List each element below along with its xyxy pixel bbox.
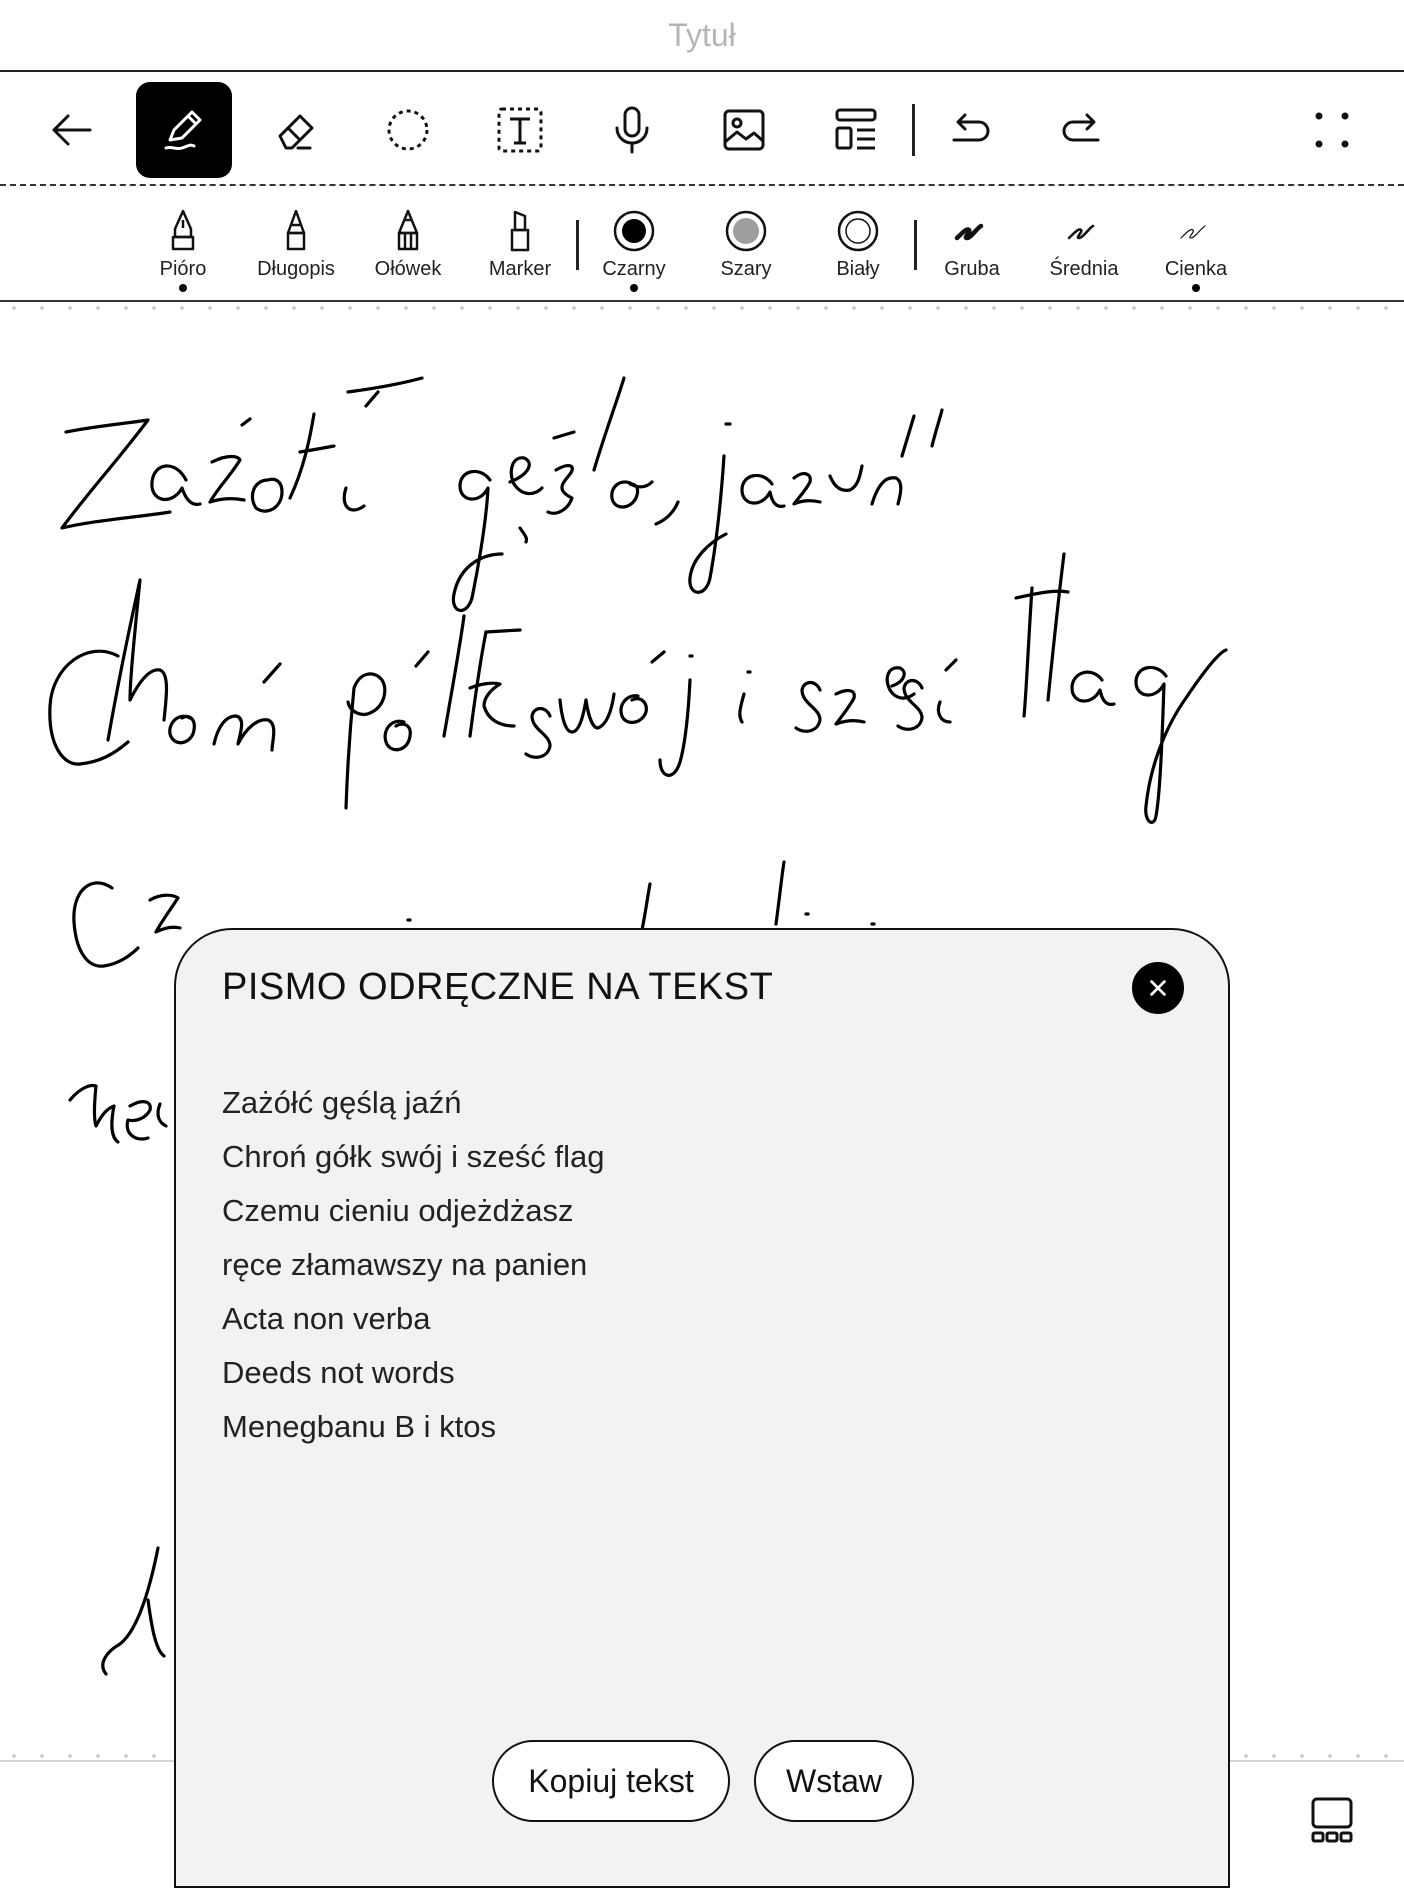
recognized-line: Zażółć gęślą jaźń xyxy=(222,1085,462,1120)
color-label: Biały xyxy=(836,258,880,280)
color-gray-swatch-icon xyxy=(723,208,769,254)
pen-type-ballpoint[interactable] xyxy=(241,208,351,284)
width-thick[interactable] xyxy=(917,208,1027,284)
pen-type-pencil[interactable] xyxy=(353,208,463,284)
color-black[interactable] xyxy=(579,208,689,284)
recognized-text[interactable] xyxy=(222,1076,605,1454)
color-black-swatch-icon xyxy=(611,208,657,254)
copy-text-button[interactable]: Kopiuj tekst xyxy=(492,1740,730,1822)
selected-indicator xyxy=(630,284,638,292)
close-button[interactable] xyxy=(1132,962,1184,1014)
medium-stroke-icon xyxy=(1061,208,1107,254)
close-icon xyxy=(1147,977,1169,999)
thin-stroke-icon xyxy=(1173,208,1219,254)
recognized-line: Menegbanu B i ktos xyxy=(222,1409,497,1444)
selected-indicator xyxy=(1192,284,1200,292)
main-toolbar xyxy=(0,72,1404,186)
microphone-icon[interactable] xyxy=(584,82,680,178)
selected-indicator xyxy=(179,284,187,292)
color-white[interactable] xyxy=(803,208,913,284)
color-white-swatch-icon xyxy=(835,208,881,254)
redo-icon[interactable] xyxy=(1034,82,1130,178)
dialog-title: PISMO ODRĘCZNE NA TEKST xyxy=(222,966,774,1008)
handwriting-line-5 xyxy=(103,1548,164,1674)
handwriting-line-1 xyxy=(62,378,942,610)
recognized-line: Czemu cieniu odjeżdżasz xyxy=(222,1193,574,1228)
recognized-line: Acta non verba xyxy=(222,1301,431,1336)
lasso-select-icon[interactable] xyxy=(360,82,456,178)
pencil-icon xyxy=(385,208,431,254)
handwriting-to-text-dialog xyxy=(174,928,1230,1888)
thick-stroke-icon xyxy=(949,208,995,254)
template-icon[interactable] xyxy=(808,82,904,178)
width-label: Gruba xyxy=(944,258,1000,280)
title-bar xyxy=(0,0,1404,72)
handwriting-line-4 xyxy=(70,1086,166,1142)
width-thin[interactable] xyxy=(1141,208,1251,284)
toolbar-divider xyxy=(912,104,915,156)
eraser-icon[interactable] xyxy=(248,82,344,178)
pen-type-label: Długopis xyxy=(257,258,335,280)
fountain-pen-icon xyxy=(160,208,206,254)
marker-icon xyxy=(497,208,543,254)
more-icon[interactable] xyxy=(1284,82,1380,178)
pen-type-label: Pióro xyxy=(159,258,207,280)
pen-type-marker[interactable] xyxy=(465,208,575,284)
color-label: Czarny xyxy=(602,258,666,280)
recognized-line: ręce złamawszy na panien xyxy=(222,1247,588,1282)
width-label: Średnia xyxy=(1049,258,1119,280)
recognized-line: Chroń gółk swój i sześć flag xyxy=(222,1139,605,1174)
color-label: Szary xyxy=(720,258,772,280)
page-title[interactable]: Tytuł xyxy=(668,16,736,53)
back-icon[interactable] xyxy=(24,82,120,178)
pen-tool-icon xyxy=(158,104,210,156)
recognized-line: Deeds not words xyxy=(222,1355,455,1390)
pen-type-fountain[interactable] xyxy=(128,208,238,284)
undo-icon[interactable] xyxy=(922,82,1018,178)
image-icon[interactable] xyxy=(696,82,792,178)
insert-button[interactable]: Wstaw xyxy=(754,1740,914,1822)
color-gray[interactable] xyxy=(691,208,801,284)
pen-tool-button[interactable] xyxy=(136,82,232,178)
text-box-icon[interactable] xyxy=(472,82,568,178)
page-overview-icon[interactable] xyxy=(1310,1796,1354,1844)
ballpoint-icon xyxy=(273,208,319,254)
pen-options-bar xyxy=(0,186,1404,302)
width-medium[interactable] xyxy=(1029,208,1139,284)
pen-type-label: Ołówek xyxy=(374,258,442,280)
page-top-dotted-guide xyxy=(0,306,1404,310)
handwriting-line-2 xyxy=(50,554,1226,822)
pen-type-label: Marker xyxy=(488,258,552,280)
width-label: Cienka xyxy=(1164,258,1228,280)
